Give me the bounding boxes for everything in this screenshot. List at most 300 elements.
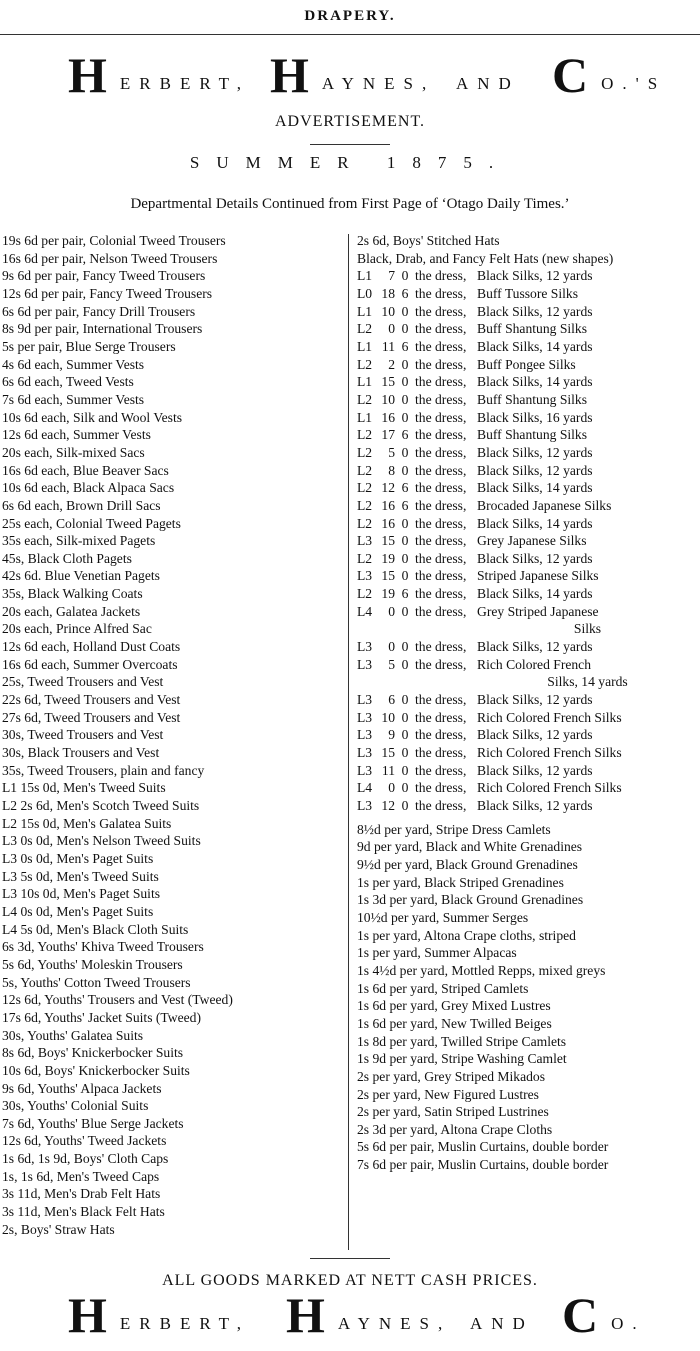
silk-description [477, 391, 698, 409]
unit: the dress, [415, 603, 467, 619]
shillings: 15 [381, 374, 395, 390]
price-line: 16s 6d each, Summer Overcoats [2, 656, 178, 672]
pounds: L3 [357, 762, 373, 778]
price-line: 20s each, Galatea Jackets [2, 603, 141, 619]
unit: the dress, [415, 639, 467, 655]
silk-description [477, 356, 698, 374]
silk-price-line [357, 691, 698, 709]
shillings: 9 [388, 727, 395, 743]
silk-name: Black Silks, 14 yards [477, 338, 593, 354]
silk-price-line [357, 303, 698, 321]
silk-name: Black Silks, 12 yards [477, 639, 593, 655]
price-line: 9½d per yard, Black Ground Grenadines [357, 856, 578, 872]
silk-name: Brocaded Japanese Silks [477, 497, 612, 513]
unit: the dress, [415, 268, 467, 284]
silk-price-line [357, 762, 698, 780]
unit: the dress, [415, 709, 467, 725]
silk-price-line [357, 285, 698, 303]
pounds: L2 [357, 391, 373, 407]
pence: 6 [401, 338, 409, 354]
pence: 0 [401, 533, 409, 549]
price-line: 1s 6d, 1s 9d, Boys' Cloth Caps [2, 1151, 169, 1167]
price-line: L2 15s 0d, Men's Galatea Suits [2, 815, 172, 831]
silk-price-line [357, 338, 698, 356]
price-line: 1s, 1s 6d, Men's Tweed Caps [2, 1168, 160, 1184]
shillings: 8 [388, 462, 395, 478]
firm-word-and: AND [456, 74, 520, 93]
price-line: 30s, Youths' Galatea Suits [2, 1027, 144, 1043]
silk-description [477, 462, 698, 480]
shillings: 15 [381, 745, 395, 761]
silk-name: Black Silks, 16 yards [477, 409, 593, 425]
price-line: 5s 6d, Youths' Moleskin Trousers [2, 956, 183, 972]
price-line: 25s, Tweed Trousers and Vest [2, 674, 164, 690]
pounds: L4 [357, 603, 373, 619]
price-line: 35s each, Silk-mixed Pagets [2, 533, 156, 549]
shillings: 12 [381, 798, 395, 813]
pounds: L3 [357, 568, 373, 584]
price-line: L3 10s 0d, Men's Paget Suits [2, 886, 161, 902]
silk-name: Striped Japanese Silks [477, 568, 599, 584]
column-divider [348, 234, 349, 1250]
silk-description [477, 585, 698, 603]
price-line: 2s per yard, Satin Striped Lustrines [357, 1104, 549, 1120]
firm-word-co: C O.'S [552, 47, 667, 103]
firm-word-co: C O. [562, 1287, 646, 1343]
price-line: 30s, Youths' Colonial Suits [2, 1098, 149, 1114]
price-line: 1s 6d per yard, New Twilled Beiges [357, 1015, 552, 1031]
unit: the dress, [415, 762, 467, 778]
shillings: 17 [381, 427, 395, 443]
price-line: L3 0s 0d, Men's Paget Suits [2, 850, 154, 866]
silk-price-line [357, 444, 698, 462]
pounds: L2 [357, 480, 373, 496]
shillings: 0 [388, 603, 395, 619]
unit: the dress, [415, 550, 467, 566]
price-line: L2 2s 6d, Men's Scotch Tweed Suits [2, 798, 200, 813]
price-line: 12s 6d each, Holland Dust Coats [2, 639, 181, 655]
unit: the dress, [415, 727, 467, 743]
silk-price-line [357, 409, 698, 427]
firm-word-haynes: H AYNES, [286, 1287, 452, 1343]
shillings: 0 [388, 780, 395, 796]
unit: the dress, [415, 444, 467, 460]
silk-description [477, 373, 698, 391]
silk-description [477, 338, 698, 356]
unit: the dress, [415, 533, 467, 549]
pounds: L2 [357, 586, 373, 602]
silk-price-line [357, 726, 698, 744]
price-line: 1s per yard, Black Striped Grenadines [357, 874, 564, 890]
departmental-note: Departmental Details Continued from First Page of ‘Otago Daily Times.’ [130, 196, 570, 212]
unit: the dress, [415, 515, 467, 531]
silk-description [477, 656, 698, 691]
silk-description [477, 779, 698, 797]
silk-description [477, 497, 698, 515]
price-line: L4 5s 0d, Men's Black Cloth Suits [2, 921, 189, 937]
silk-description [477, 638, 698, 656]
pounds: L2 [357, 462, 373, 478]
price-line: 35s, Tweed Trousers, plain and fancy [2, 762, 205, 778]
shillings: 15 [381, 568, 395, 584]
silk-price-line [357, 356, 698, 374]
price-line: 35s, Black Walking Coats [2, 586, 143, 602]
silk-name: Black Silks, 12 yards [477, 303, 593, 319]
price-line: 10s 6d each, Silk and Wool Vests [2, 409, 183, 425]
price-line: 25s each, Colonial Tweed Pagets [2, 515, 181, 531]
silk-name: Black Silks, 14 yards [477, 515, 593, 531]
unit: the dress, [415, 692, 467, 708]
pence: 6 [401, 285, 409, 301]
pounds: L2 [357, 444, 373, 460]
shillings: 15 [381, 533, 395, 549]
silk-price-line [357, 779, 698, 797]
price-line: 4s 6d each, Summer Vests [2, 356, 145, 372]
silk-name-continued: Silks [573, 621, 602, 637]
price-line: 10s 6d, Boys' Knickerbocker Suits [2, 1062, 190, 1078]
section-heading: DRAPERY. [304, 8, 396, 24]
silk-price-line [357, 532, 698, 550]
price-line: 1s per yard, Summer Alpacas [357, 945, 517, 961]
pounds: L3 [357, 709, 373, 725]
silk-name: Grey Japanese Silks [477, 533, 587, 549]
price-line: 6s 6d each, Brown Drill Sacs [2, 497, 161, 513]
unit: the dress, [415, 356, 467, 372]
shillings: 10 [381, 303, 395, 319]
silk-price-line [357, 320, 698, 338]
pence: 0 [401, 550, 409, 566]
price-line: Black, Drab, and Fancy Felt Hats (new shapes) [357, 250, 614, 266]
price-line: 1s 3d per yard, Black Ground Grenadines [357, 892, 584, 908]
price-line: 9d per yard, Black and White Grenadines [357, 839, 583, 855]
price-line: 45s, Black Cloth Pagets [2, 550, 132, 566]
price-line: 6s 6d each, Tweed Vests [2, 374, 134, 390]
price-line: 9s 6d, Youths' Alpaca Jackets [2, 1080, 162, 1096]
silk-name: Buff Tussore Silks [477, 285, 578, 301]
pence: 0 [401, 780, 409, 796]
silk-description [477, 797, 698, 815]
advertisement-title: ADVERTISEMENT. [274, 113, 426, 130]
price-line: 2s per yard, Grey Striped Mikados [357, 1068, 546, 1084]
price-line: 6s 3d, Youths' Khiva Tweed Trousers [2, 939, 204, 955]
silk-name: Rich Colored French Silks [477, 709, 622, 725]
unit: the dress, [415, 303, 467, 319]
shillings: 6 [388, 692, 395, 708]
price-line: 17s 6d, Youths' Jacket Suits (Tweed) [2, 1009, 201, 1025]
silk-name: Black Silks, 12 yards [477, 692, 593, 708]
silk-price-line [357, 550, 698, 568]
price-line: 2s 6d, Boys' Stitched Hats [357, 233, 500, 248]
pence: 0 [401, 462, 409, 478]
silk-description [477, 603, 698, 638]
shillings: 19 [381, 586, 395, 602]
price-line: 10½d per yard, Summer Serges [357, 909, 529, 925]
silk-description [477, 532, 698, 550]
silk-price-line [357, 656, 698, 691]
silk-price-line [357, 462, 698, 480]
pounds: L1 [357, 268, 373, 284]
price-line: 7s 6d, Youths' Blue Serge Jackets [2, 1115, 184, 1131]
price-line: 20s each, Silk-mixed Sacs [2, 444, 145, 460]
pence: 0 [401, 356, 409, 372]
unit: the dress, [415, 480, 467, 496]
pence: 0 [401, 656, 409, 672]
pence: 0 [401, 603, 409, 619]
pounds: L0 [357, 285, 373, 301]
price-line: 8s 6d, Boys' Knickerbocker Suits [2, 1045, 184, 1061]
price-line: 12s 6d each, Summer Vests [2, 427, 151, 443]
silk-name: Buff Pongee Silks [477, 356, 576, 372]
silk-price-line [357, 479, 698, 497]
silk-price-line [357, 373, 698, 391]
shillings: 5 [388, 656, 395, 672]
silk-name: Buff Shantung Silks [477, 321, 588, 337]
shillings: 10 [381, 391, 395, 407]
shillings: 2 [388, 356, 395, 372]
price-line: 5s, Youths' Cotton Tweed Trousers [2, 974, 191, 990]
silk-name: Rich Colored French Silks [477, 745, 622, 761]
unit: the dress, [415, 656, 467, 672]
silk-name: Black Silks, 12 yards [477, 550, 593, 566]
unit: the dress, [415, 497, 467, 513]
silk-price-line [357, 567, 698, 585]
pounds: L3 [357, 656, 373, 672]
pounds: L3 [357, 533, 373, 549]
silk-name: Black Silks, 12 yards [477, 268, 593, 284]
footer-rule [310, 1258, 390, 1259]
silk-name: Buff Shantung Silks [477, 391, 588, 407]
pence: 0 [401, 745, 409, 761]
silk-name-continued: Silks, 14 yards [547, 674, 628, 690]
pence: 0 [401, 409, 409, 425]
pence: 0 [401, 762, 409, 778]
top-rule [0, 34, 700, 35]
silk-name: Rich Colored French Silks [477, 780, 622, 796]
silk-description [477, 479, 698, 497]
silk-name: Rich Colored French [477, 656, 592, 672]
firm-word-herbert: H ERBERT, [68, 1287, 251, 1343]
shillings: 7 [388, 268, 395, 284]
price-line: 2s per yard, New Figured Lustres [357, 1086, 539, 1102]
silk-price-line [357, 426, 698, 444]
firm-name-header [0, 47, 700, 106]
silk-description [477, 426, 698, 444]
shillings: 16 [381, 515, 395, 531]
pounds: L1 [357, 338, 373, 354]
silk-description [477, 744, 698, 762]
price-line: 16s 6d per pair, Nelson Tweed Trousers [2, 250, 218, 266]
advert-rule [310, 144, 390, 145]
firm-word-herbert: H ERBERT, [68, 47, 251, 103]
silk-description [477, 409, 698, 427]
unit: the dress, [415, 321, 467, 337]
silk-name: Black Silks, 12 yards [477, 762, 593, 778]
silk-name: Grey Striped Japanese [477, 603, 599, 619]
pounds: L2 [357, 427, 373, 443]
silk-price-line [357, 603, 698, 638]
silk-name: Black Silks, 12 yards [477, 462, 593, 478]
pence: 0 [401, 444, 409, 460]
left-price-column [2, 232, 342, 1238]
pence: 0 [401, 303, 409, 319]
price-line: 9s 6d per pair, Fancy Tweed Trousers [2, 268, 206, 284]
pence: 6 [401, 427, 409, 443]
pence: 0 [401, 692, 409, 708]
shillings: 12 [381, 480, 395, 496]
shillings: 5 [388, 444, 395, 460]
price-line: 5s per pair, Blue Serge Trousers [2, 338, 176, 354]
pence: 0 [401, 568, 409, 584]
firm-word-and: AND [470, 1314, 534, 1333]
silk-description [477, 550, 698, 568]
shillings: 16 [381, 497, 395, 513]
unit: the dress, [415, 745, 467, 761]
pence: 0 [401, 374, 409, 390]
price-line: 3s 11d, Men's Drab Felt Hats [2, 1186, 161, 1202]
price-line: 30s, Tweed Trousers and Vest [2, 727, 164, 743]
silk-description [477, 515, 698, 533]
unit: the dress, [415, 427, 467, 443]
price-line: 1s 4½d per yard, Mottled Repps, mixed greys [357, 962, 606, 978]
price-line: 6s 6d per pair, Fancy Drill Trousers [2, 303, 196, 319]
pence: 0 [401, 709, 409, 725]
pence: 0 [401, 515, 409, 531]
price-line: 1s 6d per yard, Striped Camlets [357, 980, 529, 996]
price-line: L4 0s 0d, Men's Paget Suits [2, 903, 154, 919]
pounds: L2 [357, 356, 373, 372]
price-line: 22s 6d, Tweed Trousers and Vest [2, 692, 181, 708]
price-line: 1s 8d per yard, Twilled Stripe Camlets [357, 1033, 567, 1049]
price-line: L3 5s 0d, Men's Tweed Suits [2, 868, 159, 884]
silk-description [477, 691, 698, 709]
cash-prices-note: ALL GOODS MARKED AT NETT CASH PRICES. [162, 1272, 538, 1289]
pounds: L2 [357, 497, 373, 513]
silk-description [477, 285, 698, 303]
pounds: L3 [357, 798, 373, 813]
silk-description [477, 320, 698, 338]
price-line: L3 0s 0d, Men's Nelson Tweed Suits [2, 833, 201, 849]
silk-name: Buff Shantung Silks [477, 427, 588, 443]
price-line: 19s 6d per pair, Colonial Tweed Trousers [2, 233, 226, 248]
price-line: 7s 6d per pair, Muslin Curtains, double border [357, 1157, 609, 1173]
silk-description [477, 762, 698, 780]
unit: the dress, [415, 285, 467, 301]
price-line: 20s each, Prince Alfred Sac [2, 621, 152, 637]
pounds: L3 [357, 727, 373, 743]
pounds: L2 [357, 321, 373, 337]
silk-description [477, 567, 698, 585]
silk-name: Black Silks, 14 yards [477, 586, 593, 602]
unit: the dress, [415, 780, 467, 796]
silk-price-line [357, 744, 698, 762]
price-line: 12s 6d per pair, Fancy Tweed Trousers [2, 285, 213, 301]
pounds: L4 [357, 780, 373, 796]
price-line: 12s 6d, Youths' Trousers and Vest (Tweed) [2, 992, 233, 1008]
price-line: 12s 6d, Youths' Tweed Jackets [2, 1133, 167, 1149]
price-line: 8s 9d per pair, International Trousers [2, 321, 203, 337]
silk-description [477, 303, 698, 321]
pounds: L1 [357, 374, 373, 390]
shillings: 18 [381, 285, 395, 301]
shillings: 16 [381, 409, 395, 425]
unit: the dress, [415, 338, 467, 354]
price-line: 8½d per yard, Stripe Dress Camlets [357, 821, 551, 837]
silk-description [477, 267, 698, 285]
silk-name: Black Silks, 14 yards [477, 480, 593, 496]
shillings: 11 [381, 338, 395, 354]
silk-price-line [357, 515, 698, 533]
silk-name: Black Silks, 12 yards [477, 444, 593, 460]
price-line: L1 15s 0d, Men's Tweed Suits [2, 780, 166, 796]
silk-name: Black Silks, 14 yards [477, 374, 593, 390]
right-price-column [357, 232, 698, 1174]
pence: 0 [401, 798, 409, 813]
silk-price-line [357, 267, 698, 285]
unit: the dress, [415, 374, 467, 390]
shillings: 11 [381, 762, 395, 778]
pence: 6 [401, 586, 409, 602]
pence: 0 [401, 639, 409, 655]
unit: the dress, [415, 391, 467, 407]
silk-price-line [357, 797, 698, 815]
silk-price-line [357, 497, 698, 515]
price-line: 16s 6d each, Blue Beaver Sacs [2, 462, 169, 478]
pounds: L1 [357, 409, 373, 425]
silk-price-line [357, 585, 698, 603]
shillings: 10 [381, 709, 395, 725]
shillings: 0 [388, 639, 395, 655]
unit: the dress, [415, 409, 467, 425]
firm-name-footer [0, 1287, 700, 1346]
price-line: 5s 6d per pair, Muslin Curtains, double border [357, 1139, 609, 1155]
pence: 0 [401, 321, 409, 337]
silk-price-line [357, 709, 698, 727]
firm-word-haynes: H AYNES, [270, 47, 436, 103]
price-line: 1s 6d per yard, Grey Mixed Lustres [357, 998, 551, 1014]
pounds: L2 [357, 515, 373, 531]
price-line: 30s, Black Trousers and Vest [2, 745, 160, 761]
price-line: 2s 3d per yard, Altona Crape Cloths [357, 1121, 553, 1137]
pounds: L3 [357, 639, 373, 655]
shillings: 0 [388, 321, 395, 337]
pence: 6 [401, 480, 409, 496]
pence: 6 [401, 497, 409, 513]
silk-price-line [357, 638, 698, 656]
price-line: 1s 9d per yard, Stripe Washing Camlet [357, 1051, 567, 1067]
price-line: 3s 11d, Men's Black Felt Hats [2, 1204, 165, 1220]
silk-price-line [357, 391, 698, 409]
price-line: 7s 6d each, Summer Vests [2, 391, 145, 407]
unit: the dress, [415, 462, 467, 478]
price-line: 42s 6d. Blue Venetian Pagets [2, 568, 160, 584]
shillings: 19 [381, 550, 395, 566]
silk-description [477, 444, 698, 462]
season-title: SUMMER 1875. [189, 153, 511, 172]
price-line: 27s 6d, Tweed Trousers and Vest [2, 709, 181, 725]
unit: the dress, [415, 586, 467, 602]
unit: the dress, [415, 568, 467, 584]
silk-description [477, 709, 698, 727]
price-line: 1s per yard, Altona Crape cloths, striped [357, 927, 576, 943]
pounds: L2 [357, 550, 373, 566]
silk-name: Black Silks, 12 yards [477, 727, 593, 743]
unit: the dress, [415, 798, 467, 813]
pence: 0 [401, 727, 409, 743]
price-line: 2s, Boys' Straw Hats [2, 1221, 115, 1237]
price-line: 10s 6d each, Black Alpaca Sacs [2, 480, 175, 496]
pounds: L3 [357, 692, 373, 708]
silk-description [477, 726, 698, 744]
